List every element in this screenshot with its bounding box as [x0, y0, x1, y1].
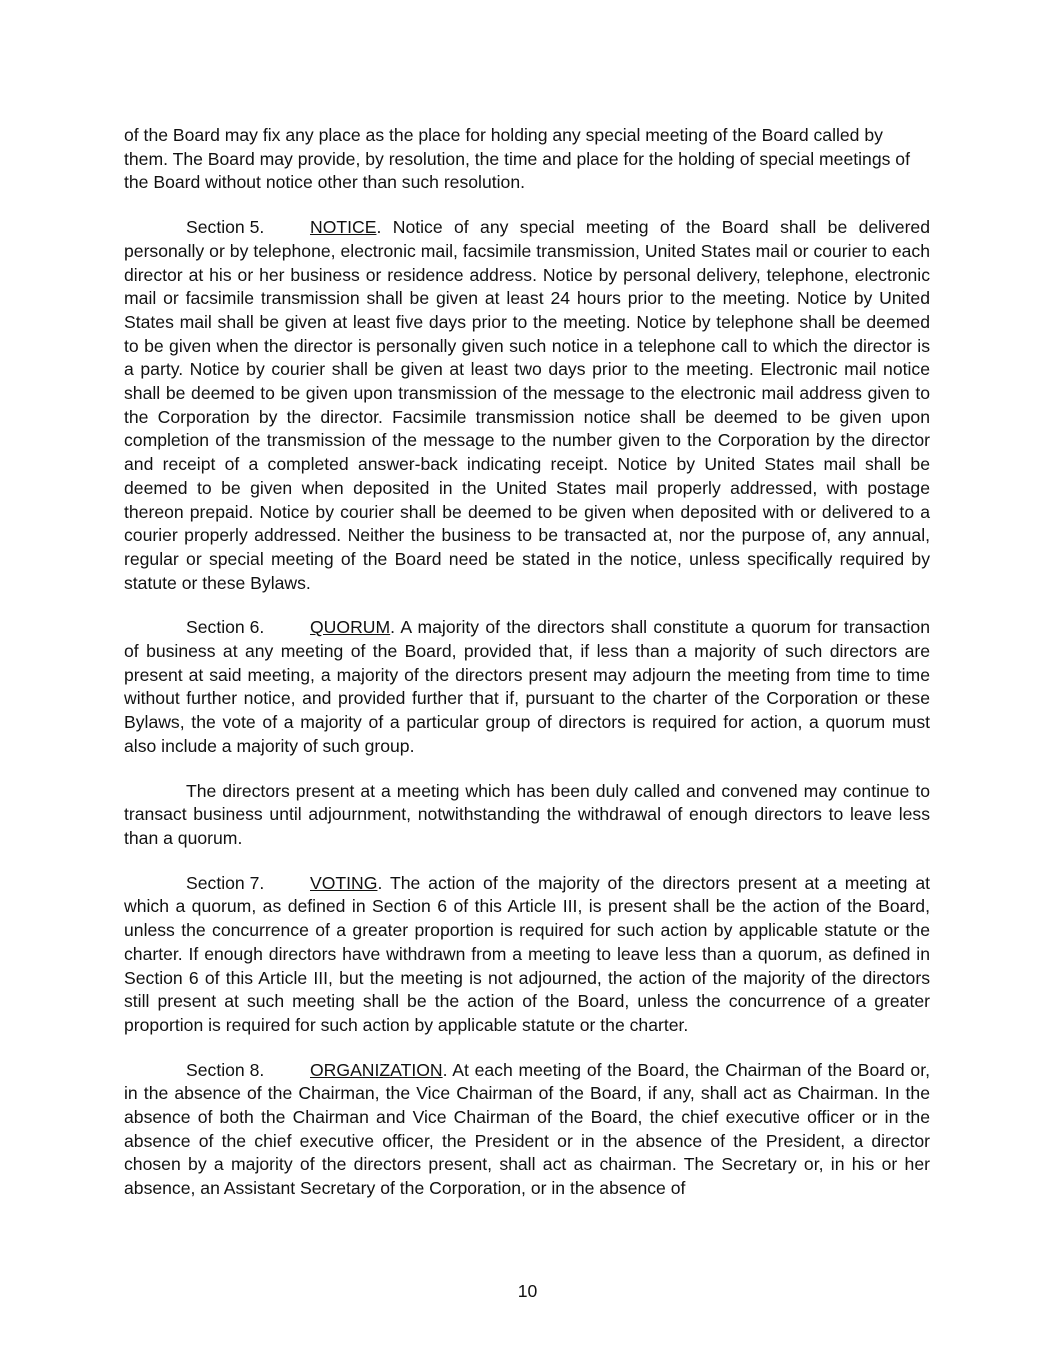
section-6-label: Section 6. — [186, 617, 265, 638]
paragraph-section-6-continued — [124, 780, 930, 851]
section-5-label: Section 5. — [186, 217, 265, 238]
section-6-heading: QUORUM — [310, 617, 391, 638]
section-7-heading: VOTING — [310, 872, 378, 893]
section-7-body: . The action of the majority of the directors present at a meeting at which a quorum, as defined in Section 6 of this Article III, is present shall be the action of the Board, unless the concurrence of a greater proportion is required for such action by applicable statute or the charter. If enough directors have withdrawn from a meeting to leave less than a quorum, as defined in Section 6 of this Article III, but the meeting is not adjourned, the action of the majority of the directors still present at such meeting shall be the action of the Board, unless the concurrence of a greater proportion is required for such action by applicable statute or the charter. — [124, 872, 930, 1035]
section-5-body: . Notice of any special meeting of the Board shall be delivered personally or by telephone, electronic mail, facsimile transmission, United States mail or courier to each director at his or her business or residence address. Notice by personal delivery, telephone, electronic mail or facsimile transmission shall be given at least 24 hours prior to the meeting. Notice by United States mail shall be given at least five days prior to the meeting. Notice by telephone shall be deemed to be given when the director is personally given such notice in a telephone call to which the director is a party. Notice by courier shall be given at least two days prior to the meeting. Electronic mail notice shall be deemed to be given upon transmission of the message to the electronic mail address given to the Corporation by the director. Facsimile transmission notice shall be deemed to be given upon completion of the transmission of the message to the number given to the Corporation by the director and receipt of a completed answer-back indicating receipt. Notice by United States mail shall be deemed to be given when deposited in the United States mail properly addressed, with postage thereon prepaid. Notice by courier shall be deemed to be given when deposited with or delivered to a courier properly addressed. Neither the business to be transacted at, nor the purpose of, any annual, regular or special meeting of the Board need be stated in the notice, unless specifically required by statute or these Bylaws. — [124, 217, 930, 593]
page-number: 10 — [517, 1281, 538, 1301]
paragraph-section-7 — [124, 872, 930, 1038]
section-6-continued-body: The directors present at a meeting which has been duly called and convened may continue to transact business until adjournment, notwithstanding the withdrawal of enough directors to leave less than a quorum. — [124, 780, 930, 848]
section-6-body: . A majority of the directors shall constitute a quorum for transaction of business at any meeting of the Board, provided that, if less than a majority of such directors are present at said meeting, a majority of the directors present may adjourn the meeting from time to time without further notice, and provided further that if, pursuant to the charter of the Corporation or these Bylaws, the vote of a majority of a particular group of directors is required for action, a quorum must also include a majority of such group. — [124, 617, 930, 756]
document-body — [124, 124, 930, 1222]
paragraph-continuation: of the Board may fix any place as the place for holding any special meeting of the Board called by them. The Board may provide, by resolution, the time and place for the holding of special meetings of the Board without notice other than such resolution. — [124, 125, 910, 193]
section-8-body: . At each meeting of the Board, the Chairman of the Board or, in the absence of the Chairman, the Vice Chairman of the Board, if any, shall act as Chairman. In the absence of both the Chairman and Vice Chairman of the Board, the chief executive officer or in the absence of the chief executive officer, the President or in the absence of the President, a director chosen by a majority of the directors present, shall act as chairman. The Secretary or, in his or her absence, an Assistant Secretary of the Corporation, or in the absence of — [124, 1059, 930, 1199]
section-7-label: Section 7. — [186, 872, 265, 893]
paragraph-section-6 — [124, 616, 930, 758]
section-8-heading: ORGANIZATION — [310, 1059, 443, 1080]
paragraph-section-5 — [124, 216, 930, 595]
section-5-heading: NOTICE — [310, 217, 377, 238]
paragraph-section-8 — [124, 1059, 930, 1201]
section-8-label: Section 8. — [186, 1059, 265, 1080]
